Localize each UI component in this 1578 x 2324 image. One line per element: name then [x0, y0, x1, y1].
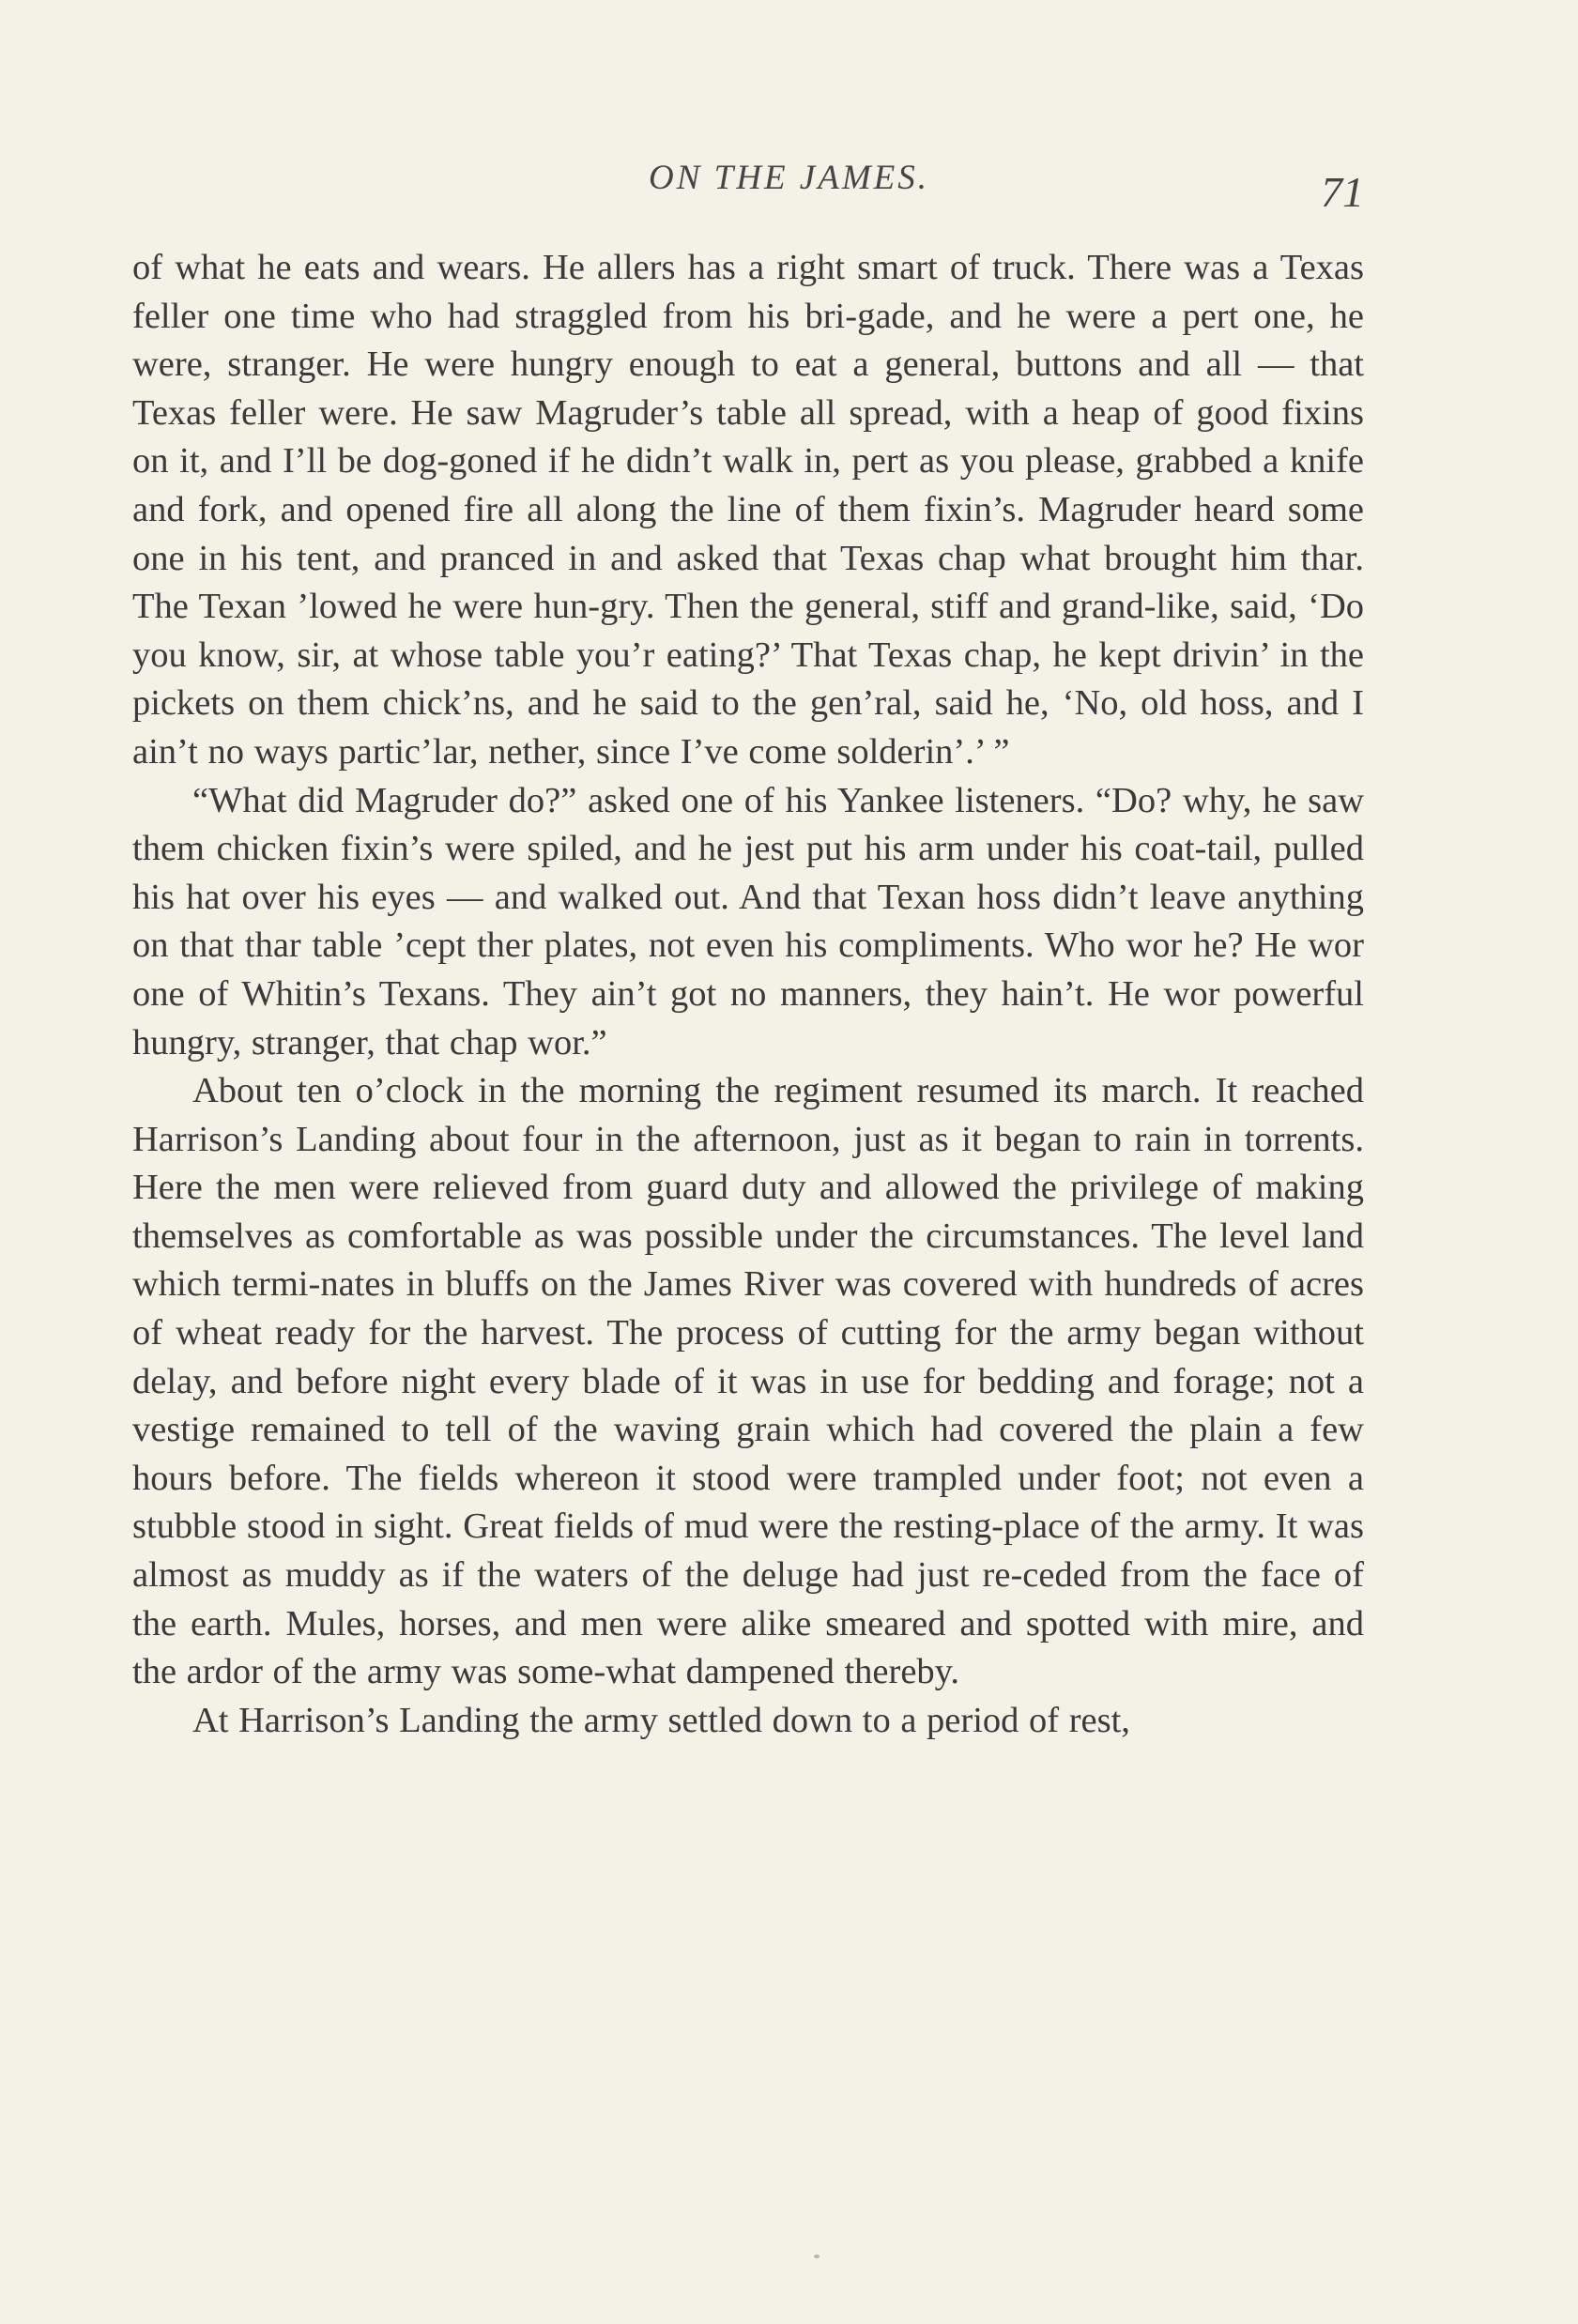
paragraph-4: At Harrison’s Landing the army settled down to a period of rest,	[192, 1700, 1130, 1740]
paragraph-3: About ten o’clock in the morning the regiment resumed its march. It reached Harrison’s Landing about four in the afternoon, just as it began to rain in torrents. Here the men were relieved from guard duty and allowed the privilege of making themselves as comfortable as was possible under the circumstances. The level land which termi-nates in bluffs on the James River was covered with hundreds of acres of wheat ready for the harvest. The process of cutting for the army began without delay, and before night every blade of it was in use for bedding and forage; not a vestige remained to tell of the waving grain which had covered the plain a few hours before. The fields whereon it stood were trampled under foot; not even a stubble stood in sight. Great fields of mud were the resting-place of the army. It was almost as muddy as if the waters of the deluge had just re-ceded from the face of the earth. Mules, horses, and men were alike smeared and spotted with mire, and the ardor of the army was some-what dampened thereby.	[132, 1071, 1364, 1692]
paragraph-2: “What did Magruder do?” asked one of his Yankee listeners. “Do? why, he saw them chicken fixin’s were spiled, and he jest put his arm under his coat-tail, pulled his hat over his eyes — and walked out. And that Texan hoss didn’t leave anything on that thar table ’cept ther plates, not even his compliments. Who wor he? He wor one of Whitin’s Texans. They ain’t got no manners, they hain’t. He wor powerful hungry, stranger, that chap wor.”	[132, 780, 1364, 1063]
page-number: 71	[1321, 168, 1364, 216]
body-text	[132, 244, 1364, 1745]
running-title: ON THE JAMES.	[649, 159, 929, 197]
paper-speck	[814, 2255, 820, 2258]
paragraph-1: of what he eats and wears. He allers has a right smart of truck. There was a Texas feller one time who had straggled from his bri-gade, and he were a pert one, he were, stranger. He were hungry enough to eat a general, buttons and all — that Texas feller were. He saw Magruder’s table all spread, with a heap of good fixins on it, and I’ll be dog-goned if he didn’t walk in, pert as you please, grabbed a knife and fork, and opened fire all along the line of them fixin’s. Magruder heard some one in his tent, and pranced in and asked that Texas chap what brought him thar. The Texan ’lowed he were hun-gry. Then the general, stiff and grand-like, said, ‘Do you know, sir, at whose table you’r eating?’ That Texas chap, he kept drivin’ in the pickets on them chick’ns, and he said to the gen’ral, said he, ‘No, old hoss, and I ain’t no ways partic’lar, nether, since I’ve come solderin’.’ ”	[132, 248, 1364, 772]
